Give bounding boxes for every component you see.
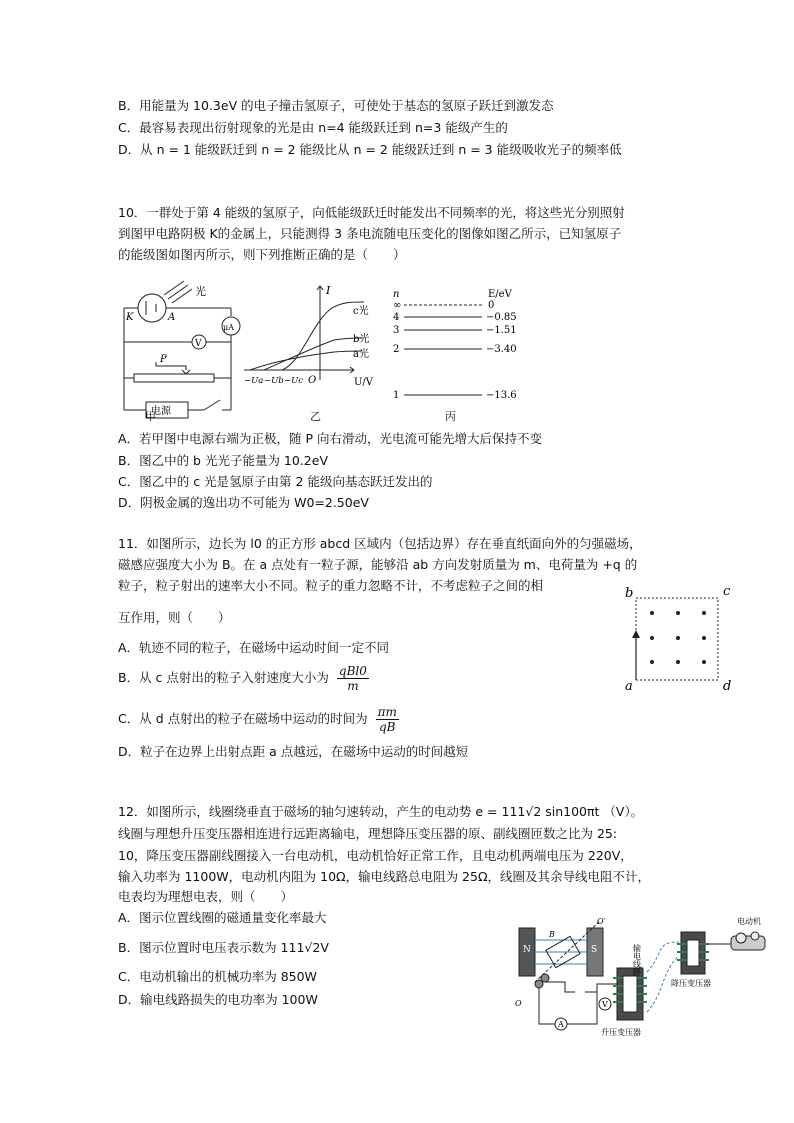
q11-option-b-fraction [337,664,369,693]
q12-option-a: A．图示位置线圈的磁通量变化率最大 [118,910,327,925]
q12-figure-power-transmission [505,912,777,1040]
corner-a-label: a [625,679,633,694]
fraction-denominator: m [347,679,359,693]
anode-a-label: A [168,312,176,323]
q12-stem-line-4: 输入功率为 1100W，电动机内阻为 10Ω，输电线路总电阻为 25Ω，线圈及其余导线电阻不计， [118,869,651,884]
voltmeter-label: V [195,339,202,349]
motor-label: 电动机 [737,917,761,926]
uc-tick-label: −Uc [284,376,304,386]
ub-tick-label: −Ub [264,376,284,386]
q10-option-a: A．若甲图中电源右端为正极，随 P 向右滑动，光电流可能先增大后保持不变 [118,431,543,446]
q11-option-c [118,705,399,734]
level-e-3: −1.51 [486,325,517,336]
c-light-label: c光 [353,306,369,317]
q10-stem-line-1: 10．一群处于第 4 能级的氢原子，向低能级跃迁时能发出不同频率的光，将这些光分别照射 [118,205,625,220]
q9-option-b: B．用能量为 10.3eV 的电子撞击氢原子，可使处于基态的氢原子跃迁到激发态 [118,98,554,113]
ammeter-label: A [558,1020,564,1029]
q10-option-c: C．图乙中的 c 光是氢原子由第 2 能级向基态跃迁发出的 [118,474,433,489]
q11-stem-line-3: 粒子，粒子射出的速率大小不同。粒子的重力忽略不计，不考虑粒子之间的相 [118,578,544,593]
q10-option-d: D．阴极金属的逸出功不可能为 W0=2.50eV [118,495,369,510]
step-up-transformer-label: 升压变压器 [601,1028,641,1037]
microammeter-label: μA [223,323,234,332]
n-header: n [393,289,400,300]
q12-stem-line-2: 线圈与理想升压变压器相连进行远距离输电，理想降压变压器的原、副线圈匝数之比为 25: [118,826,618,841]
step-down-transformer-label: 降压变压器 [671,979,711,988]
q10-stem-line-3: 的能级图如图丙所示，则下列推断正确的是（ ） [118,247,406,262]
q11-stem-line-2: 磁感应强度大小为 B。在 a 点处有一粒子源，能够沿 ab 方向发射质量为 m、电荷量为 +q 的 [118,557,638,572]
q10-figure-jia-circuit [116,278,246,423]
axis-o-label: O [515,999,522,1008]
q10-option-b: B．图乙中的 b 光光子能量为 10.2eV [118,453,329,468]
q12-stem-line-3: 10，降压变压器副线圈接入一台电动机，电动机恰好正常工作，且电动机两端电压为 220V， [118,848,633,863]
voltmeter-label: V [602,1000,608,1009]
slider-p-label: P [160,354,167,365]
level-e-1: −13.6 [486,390,517,401]
corner-b-label: b [625,586,634,601]
cathode-k-label: K [126,312,134,323]
level-n-3: 3 [393,325,400,336]
b-light-label: b光 [353,334,370,345]
q10-figure-yi-graph [242,282,382,392]
q12-option-c: C．电动机输出的机械功率为 850W [118,969,317,984]
q11-option-d: D．粒子在边界上出射点距 a 点越远，在磁场中运动的时间越短 [118,744,469,759]
light-label: 光 [195,285,206,298]
q11-stem-line-4: 互作用，则（ ） [118,610,231,625]
south-pole-label: S [591,945,598,955]
level-n-4: 4 [393,312,400,323]
q9-option-d: D．从 n = 1 能级跃迁到 n = 2 能级比从 n = 2 能级跃迁到 n = 3 能级吸收光子的频率低 [118,142,622,157]
corner-d-label: d [723,679,732,694]
level-e-4: −0.85 [486,312,517,323]
current-axis-label: I [326,284,331,297]
fraction-numerator: πm [377,705,397,719]
q11-stem-line-1: 11．如图所示，边长为 l0 的正方形 abcd 区域内（包括边界）存在垂直纸面向外的匀强磁场， [118,536,642,551]
level-n-inf: ∞ [393,300,402,311]
corner-c-label: c [723,584,731,599]
level-e-2: −3.40 [486,344,517,355]
ua-tick-label: −Ua [244,376,264,386]
voltage-axis-label: U/V [354,377,374,388]
q11-figure-magnetic-field-square [620,582,740,694]
q11-option-b [118,664,369,693]
level-n-1: 1 [393,390,400,401]
q10-figure-bing-caption: 丙 [445,410,456,423]
field-b-label: B [549,930,555,939]
level-n-2: 2 [393,344,400,355]
q12-option-b: B．图示位置时电压表示数为 111√2V [118,940,329,955]
energy-header: E/eV [488,289,512,300]
level-e-inf: 0 [488,300,495,311]
fraction-denominator: qB [378,720,396,734]
a-light-label: a光 [353,349,369,360]
q10-stem-line-2: 到图甲电路阴极 K的金属上，只能测得 3 条电流随电压变化的图像如图乙所示，已知氢原子 [118,226,622,241]
q10-figure-bing-energy-levels [390,285,530,405]
q10-figure-jia-caption: 甲 [145,410,156,423]
q12-stem-line-5: 电表均为理想电表，则（ ） [118,889,294,904]
q12-option-d: D．输电线路损失的电功率为 100W [118,992,318,1007]
power-source-label: 电源 [151,406,171,417]
q12-stem-line-1: 12．如图所示，线圈绕垂直于磁场的轴匀速转动，产生的电动势 e = 111√2 sin100πt （V）。 [118,804,644,819]
north-pole-label: N [523,945,531,955]
fraction-numerator: qBl0 [338,664,367,678]
origin-label: O [308,375,317,386]
transmission-line-label: 输电线路 [632,944,642,976]
q11-option-c-fraction [376,705,399,734]
q10-figure-yi-caption: 乙 [310,410,321,423]
q11-option-c-text: C．从 d 点射出的粒子在磁场中运动的时间为 [118,711,368,726]
q9-option-c: C．最容易表现出衍射现象的光是由 n=4 能级跃迁到 n=3 能级产生的 [118,120,508,135]
q11-option-b-text: B．从 c 点射出的粒子入射速度大小为 [118,670,329,685]
q11-option-a: A．轨迹不同的粒子，在磁场中运动时间一定不同 [118,640,390,655]
axis-o-prime-label: O′ [597,917,606,926]
